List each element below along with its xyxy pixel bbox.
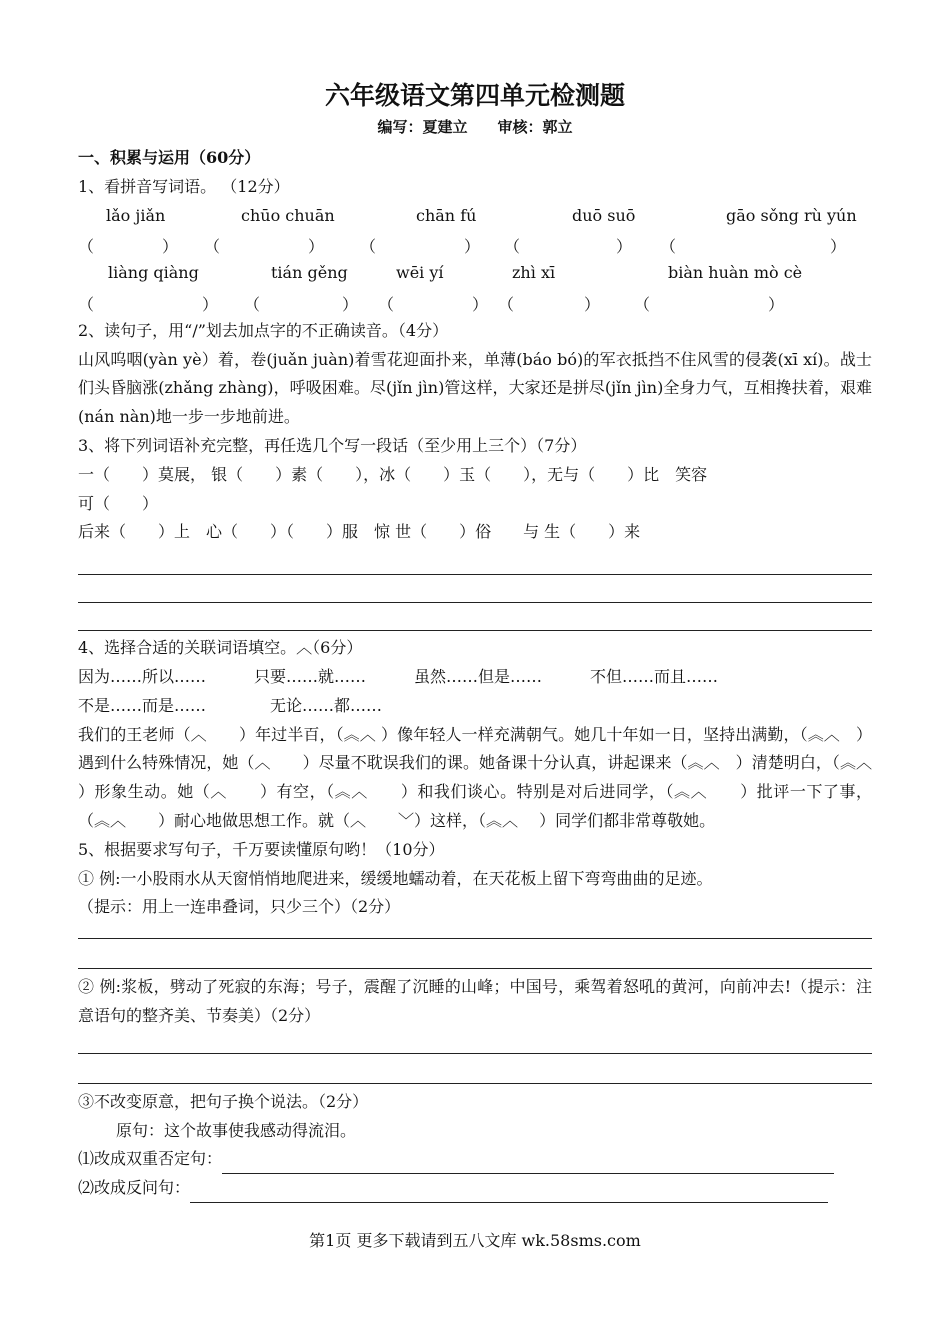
- pinyin: duō suō: [572, 205, 636, 225]
- bracket: ）: [162, 237, 179, 257]
- q5-example-3: ③不改变原意，把句子换个说法。（2分）: [78, 1091, 369, 1111]
- q5-change-1: [78, 1145, 872, 1174]
- pinyin-row-2: [78, 259, 872, 288]
- q4-heading: 4、选择合适的关联词语填空。︿（6分）: [78, 638, 363, 658]
- answer-line[interactable]: [78, 547, 872, 575]
- bracket: ）: [768, 294, 785, 314]
- editor: 编写：夏建立: [377, 118, 468, 136]
- bracket: （: [634, 294, 651, 314]
- q5-heading: 5、根据要求写句子，千万要读懂原句哟！（10分）: [78, 839, 445, 859]
- bracket: ）: [308, 237, 325, 257]
- change-1-label: ⑴改成双重否定句：: [78, 1149, 223, 1169]
- pinyin: tián gěng: [271, 263, 348, 283]
- pinyin: biàn huàn mò cè: [668, 263, 803, 283]
- bracket: （: [78, 294, 95, 314]
- bracket: ）: [202, 294, 219, 314]
- q2-heading: 2、读句子，用“/”划去加点字的不正确读音。（4分）: [78, 320, 449, 340]
- q5-original-sentence: 原句：这个故事使我感动得流泪。: [116, 1120, 357, 1140]
- section-heading: 一、积累与运用（60分）: [78, 148, 261, 167]
- q3-words-1: 一（ ）莫展， 银（ ）素（ ），冰（ ）玉（ ），无与（ ）比 笑容: [78, 464, 708, 484]
- bracket: （: [204, 237, 221, 257]
- bracket: （: [498, 294, 515, 314]
- q5-hint-1: （提示：用上一连串叠词，只少三个）（2分）: [78, 897, 401, 917]
- q1-heading: 1、看拼音写词语。 （12分）: [78, 176, 290, 196]
- bracket: ）: [464, 237, 481, 257]
- page-title: 六年级语文第四单元检测题: [324, 81, 625, 110]
- bracket: ）: [616, 237, 633, 257]
- q3-words-3: 后来（ ）上 心（ ）（ ）服 惊 世（ ）俗 与 生（ ）来: [78, 522, 641, 542]
- bracket: （: [360, 237, 377, 257]
- q4-options-1: 因为……所以…… 只要……就…… 虽然……但是…… 不但……而且……: [78, 666, 719, 686]
- bracket: ）: [830, 237, 847, 257]
- bracket: ）: [584, 294, 601, 314]
- bracket: ）: [342, 294, 359, 314]
- q5-example-1: ① 例:一小股雨水从天窗悄悄地爬进来，缓缓地蠕动着，在天花板上留下弯弯曲曲的足迹。: [78, 868, 713, 888]
- bracket: （: [504, 237, 521, 257]
- pinyin: lǎo jiǎn: [106, 205, 166, 225]
- q3-heading: 3、将下列词语补充完整，再任选几个写一段话（至少用上三个）（7分）: [78, 435, 587, 455]
- q3-words-2: 可（ ）: [78, 493, 159, 513]
- pinyin: liàng qiàng: [108, 263, 199, 283]
- exam-page: [78, 72, 872, 1203]
- bracket: （: [78, 237, 95, 257]
- q5-change-2: [78, 1174, 872, 1203]
- pinyin: wēi yí: [396, 263, 444, 283]
- answer-brackets-1: [78, 230, 872, 259]
- answer-line[interactable]: [78, 939, 872, 969]
- answer-line[interactable]: [78, 575, 872, 603]
- bracket: （: [244, 294, 261, 314]
- pinyin: chān fú: [416, 205, 477, 225]
- bracket: （: [660, 237, 677, 257]
- q4-options-2: 不是……而是…… 无论……都……: [78, 695, 383, 715]
- pinyin-row-1: [78, 202, 872, 231]
- q4-text: 我们的王老师（︿ ）年过半百，（︽︿ ）像年轻人一样充满朝气。她几十年如一日，坚持出满勤，（︽︿ ）遇到什么特殊情况，她（︿ ）尽量不耽误我们的课。她备课十分认真，讲起课来（︽︿ ）清楚明白，（︽︿ ）形象生动。她（︿ ）有空，（︽︿ ）和我们谈心。特别是对后进同学，（︽︿ ）批评一下了事，（︽︿ ）耐心地做思想工作。就（︿ ﹀）这样，（︽︿ ）同学们都非常尊敬她。: [78, 724, 872, 830]
- answer-line[interactable]: [78, 1031, 872, 1054]
- bracket: ）: [472, 294, 489, 314]
- q2-text: 山风呜咽(yàn yè）着，卷(juǎn juàn)着雪花迎面扑来，单薄(báo bó)的军衣抵挡不住风雪的侵袭(xī xí)。战士们头昏脑涨(zhǎng zhàng)，呼吸困难。尽(jǐn jìn)管这样，大家还是拼尽(jǐn jìn)全身力气，互相搀扶着，艰难(nán nàn)地一步一步地前进。: [78, 349, 872, 427]
- pinyin: chūo chuān: [241, 205, 335, 225]
- pinyin: zhì xī: [512, 263, 556, 283]
- bracket: （: [378, 294, 395, 314]
- answer-line[interactable]: [78, 603, 872, 631]
- q5-example-2: ② 例:浆板，劈动了死寂的东海；号子，震醒了沉睡的山峰；中国号，乘驾着怒吼的黄河，向前冲去!（提示：注意语句的整齐美、节奏美）（2分）: [78, 977, 872, 1025]
- change-2-answer-line[interactable]: [190, 1182, 828, 1203]
- reviewer: 审核：郭立: [497, 118, 573, 136]
- pinyin: gāo sǒng rù yún: [726, 205, 857, 225]
- answer-line[interactable]: [78, 922, 872, 939]
- answer-brackets-2: [78, 288, 872, 317]
- answer-line[interactable]: [78, 1054, 872, 1084]
- author-line: [78, 116, 872, 138]
- change-1-answer-line[interactable]: [222, 1153, 834, 1174]
- change-2-label: ⑵改成反问句：: [78, 1178, 191, 1198]
- page-footer: 第1页 更多下载请到五八文库 wk.58sms.com: [309, 1231, 641, 1250]
